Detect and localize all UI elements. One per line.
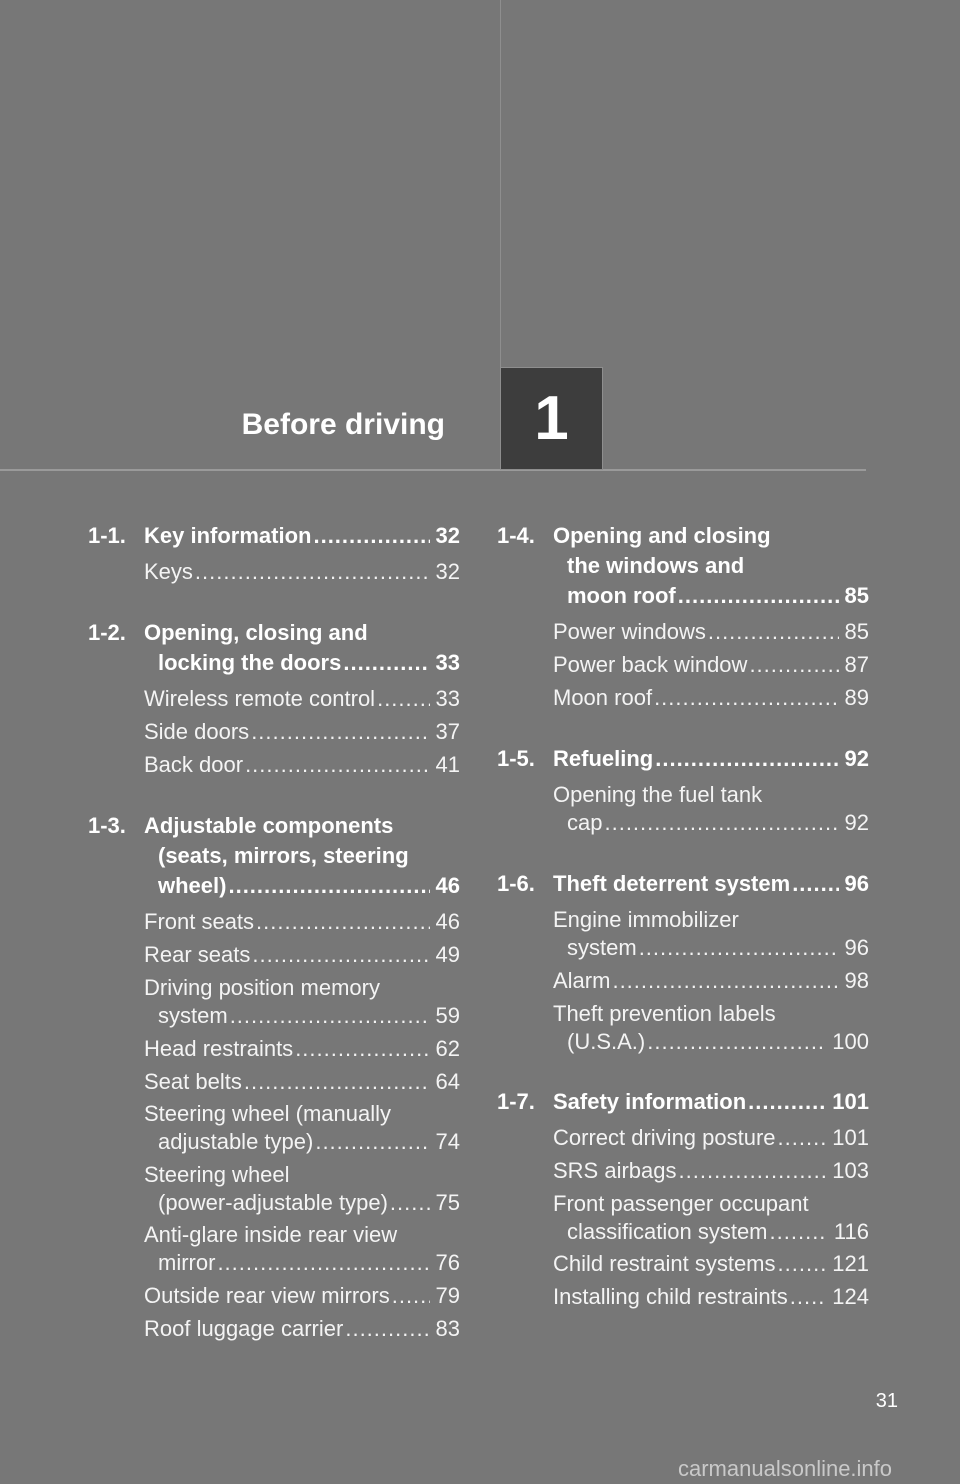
toc-entry[interactable] [553,1157,869,1185]
entry-page: 59 [435,1003,460,1028]
leader-dots [604,809,838,837]
entry-line [144,1315,460,1343]
entry-line [144,1035,460,1063]
entry-page: 64 [435,1069,460,1094]
entry-line [553,967,869,995]
section-page: 46 [435,873,460,898]
entry-line [553,618,869,646]
section-title-line [553,869,869,899]
leader-dots [251,718,429,746]
toc-entry[interactable] [553,684,869,712]
section-number: 1-4. [497,523,535,548]
section-number: 1-6. [497,871,535,896]
toc-entry[interactable] [553,1190,869,1246]
section-title-line [553,1087,869,1117]
toc-entry[interactable] [553,1000,869,1056]
page-number: 31 [875,1390,898,1412]
entry-text: system [158,1003,228,1028]
entry-line [553,934,869,962]
entry-text: adjustable type) [158,1129,314,1154]
leader-dots [245,751,429,779]
entry-line [144,1221,460,1249]
entry-line [553,1283,869,1311]
section-title-text: Safety information [553,1089,747,1114]
entry-line [144,1189,460,1217]
entry-text: Theft prevention labels [553,1001,776,1026]
toc-entry[interactable] [144,718,460,746]
entry-page: 62 [435,1036,460,1061]
entry-page: 83 [435,1316,460,1341]
section-page: 101 [832,1089,869,1114]
entry-line [144,718,460,746]
entry-page: 33 [435,686,460,711]
entry-page: 124 [832,1284,869,1309]
entry-text: Child restraint systems [553,1251,776,1276]
entry-line [553,781,869,809]
entry-text: Steering wheel (manually [144,1101,392,1126]
section-title[interactable] [553,744,869,774]
entry-text: Seat belts [144,1069,242,1094]
toc-entry[interactable] [144,908,460,936]
toc-entry[interactable] [144,1100,460,1156]
leader-dots [749,651,838,679]
toc-entry[interactable] [144,1282,460,1310]
leader-dots [392,1282,430,1310]
section-title[interactable] [144,811,460,901]
leader-dots [790,1283,827,1311]
entry-line [144,1100,460,1128]
leader-dots [295,1035,429,1063]
entry-line [144,1002,460,1030]
entry-text: (power-adjustable type) [158,1190,388,1215]
leader-dots [792,869,838,899]
leader-dots [654,684,838,712]
toc-entry[interactable] [553,651,869,679]
entry-text: Roof luggage carrier [144,1316,344,1341]
entry-page: 46 [435,909,460,934]
leader-dots [256,908,429,936]
leader-dots [639,934,839,962]
section-number: 1-3. [88,813,126,838]
toc-entry[interactable] [144,1161,460,1217]
leader-dots [217,1249,429,1277]
leader-dots [252,941,429,969]
toc-entry[interactable] [553,1283,869,1311]
leader-dots [313,521,429,551]
entry-text: cap [567,810,603,835]
section-title-line [144,521,460,551]
toc-entry[interactable] [144,751,460,779]
entry-text: Head restraints [144,1036,294,1061]
section-title-text: moon roof [567,583,676,608]
toc-entry[interactable] [553,1124,869,1152]
section-number: 1-1. [88,523,126,548]
section-title-line [144,618,460,648]
leader-dots [770,1218,828,1246]
entry-line [553,1250,869,1278]
section-number: 1-5. [497,746,535,771]
entry-page: 79 [435,1283,460,1308]
entry-line [144,1249,460,1277]
entry-page: 121 [832,1251,869,1276]
section-title-text: locking the doors [158,650,342,675]
toc-entry[interactable] [144,1068,460,1096]
entry-text: Rear seats [144,942,251,967]
chapter-number: 1 [534,384,569,453]
entry-text: Correct driving posture [553,1125,776,1150]
toc-entry[interactable] [144,1035,460,1063]
entry-text: Outside rear view mirrors [144,1283,390,1308]
entry-line [553,1218,869,1246]
leader-dots [244,1068,430,1096]
toc-entry[interactable] [144,685,460,713]
entry-text: (U.S.A.) [567,1029,646,1054]
entry-line [144,1128,460,1156]
section-number: 1-2. [88,620,126,645]
entry-line [553,1124,869,1152]
entry-page: 103 [832,1158,869,1183]
toc-entry[interactable] [553,1250,869,1278]
entry-text: Driving position memory [144,975,380,1000]
leader-dots [748,1087,826,1117]
leader-dots [343,648,429,678]
section-title-text: Theft deterrent system [553,871,791,896]
entry-text: mirror [158,1250,216,1275]
entry-line [144,974,460,1002]
section-number: 1-7. [497,1089,535,1114]
leader-dots [345,1315,429,1343]
section-title-text: wheel) [158,873,227,898]
leader-dots [679,1157,827,1185]
entry-line [144,1068,460,1096]
chapter-number-box [500,367,603,470]
entry-line [144,751,460,779]
entry-line [144,1161,460,1189]
toc-entry[interactable] [553,967,869,995]
section-title-text: (seats, mirrors, steering [158,843,409,868]
section-title-text: Refueling [553,746,654,771]
section-page: 32 [435,523,460,548]
entry-text: Back door [144,752,244,777]
leader-dots [228,871,429,901]
entry-page: 92 [844,810,869,835]
entry-text: Power windows [553,619,706,644]
section-title-line [144,811,460,841]
section-title[interactable] [144,618,460,678]
entry-text: Alarm [553,968,611,993]
toc-entry[interactable] [144,558,460,586]
section-title-text: the windows and [567,553,745,578]
section-title[interactable] [553,869,869,899]
entry-text: Steering wheel [144,1162,290,1187]
entry-page: 37 [435,719,460,744]
entry-page: 85 [844,619,869,644]
toc-entry[interactable] [553,618,869,646]
entry-line [144,685,460,713]
entry-page: 75 [435,1190,460,1215]
section-title[interactable] [553,1087,869,1117]
entry-page: 96 [844,935,869,960]
section-title-line [553,521,869,551]
entry-page: 101 [832,1125,869,1150]
entry-page: 76 [435,1250,460,1275]
section-title[interactable] [553,521,869,611]
section-page: 85 [844,583,869,608]
section-page: 96 [844,871,869,896]
section-title-line [553,581,869,611]
leader-dots [655,744,838,774]
entry-page: 98 [844,968,869,993]
entry-text: Wireless remote control [144,686,376,711]
leader-dots [708,618,839,646]
entry-text: classification system [567,1219,768,1244]
entry-line [553,1028,869,1056]
entry-page: 116 [833,1219,869,1244]
chapter-title: Before driving [241,408,445,441]
toc-entry[interactable] [144,974,460,1030]
header-rule [0,469,866,471]
section-title-line [144,648,460,678]
entry-page: 74 [435,1129,460,1154]
section-title-line [553,744,869,774]
entry-line [144,1282,460,1310]
entry-page: 49 [435,942,460,967]
entry-page: 32 [435,559,460,584]
toc-entry[interactable] [144,941,460,969]
section-title-line [144,871,460,901]
section-page: 33 [435,650,460,675]
section-title-line [144,841,460,871]
toc-entry[interactable] [144,1221,460,1277]
leader-dots [377,685,429,713]
entry-line [144,558,460,586]
entry-line [553,651,869,679]
entry-page: 89 [844,685,869,710]
entry-line [553,809,869,837]
entry-text: Installing child restraints [553,1284,788,1309]
toc-entry[interactable] [553,781,869,837]
entry-text: Keys [144,559,193,584]
toc-entry[interactable] [144,1315,460,1343]
leader-dots [612,967,838,995]
entry-text: Anti-glare inside rear view [144,1222,398,1247]
entry-text: Front seats [144,909,255,934]
entry-text: Engine immobilizer [553,907,739,932]
entry-line [144,908,460,936]
section-title-text: Opening, closing and [144,620,368,645]
entry-text: system [567,935,637,960]
section-title-text: Adjustable components [144,813,394,838]
leader-dots [778,1124,827,1152]
entry-line [553,1000,869,1028]
entry-line [553,906,869,934]
entry-page: 100 [832,1029,869,1054]
entry-line [553,1190,869,1218]
section-title[interactable] [144,521,460,551]
leader-dots [195,558,430,586]
entry-text: Front passenger occupant [553,1191,809,1216]
section-title-text: Key information [144,523,312,548]
entry-text: Opening the fuel tank [553,782,763,807]
entry-text: Moon roof [553,685,653,710]
leader-dots [230,1002,430,1030]
leader-dots [778,1250,827,1278]
watermark: carmanualsonline.info [678,1456,893,1481]
entry-line [553,684,869,712]
section-title-text: Opening and closing [553,523,771,548]
section-title-line [553,551,869,581]
entry-text: Power back window [553,652,748,677]
entry-text: Side doors [144,719,250,744]
leader-dots [678,581,839,611]
entry-page: 87 [844,652,869,677]
leader-dots [647,1028,826,1056]
entry-line [553,1157,869,1185]
toc-entry[interactable] [553,906,869,962]
leader-dots [390,1189,430,1217]
leader-dots [315,1128,429,1156]
entry-page: 41 [435,752,460,777]
entry-line [144,941,460,969]
section-page: 92 [844,746,869,771]
entry-text: SRS airbags [553,1158,677,1183]
